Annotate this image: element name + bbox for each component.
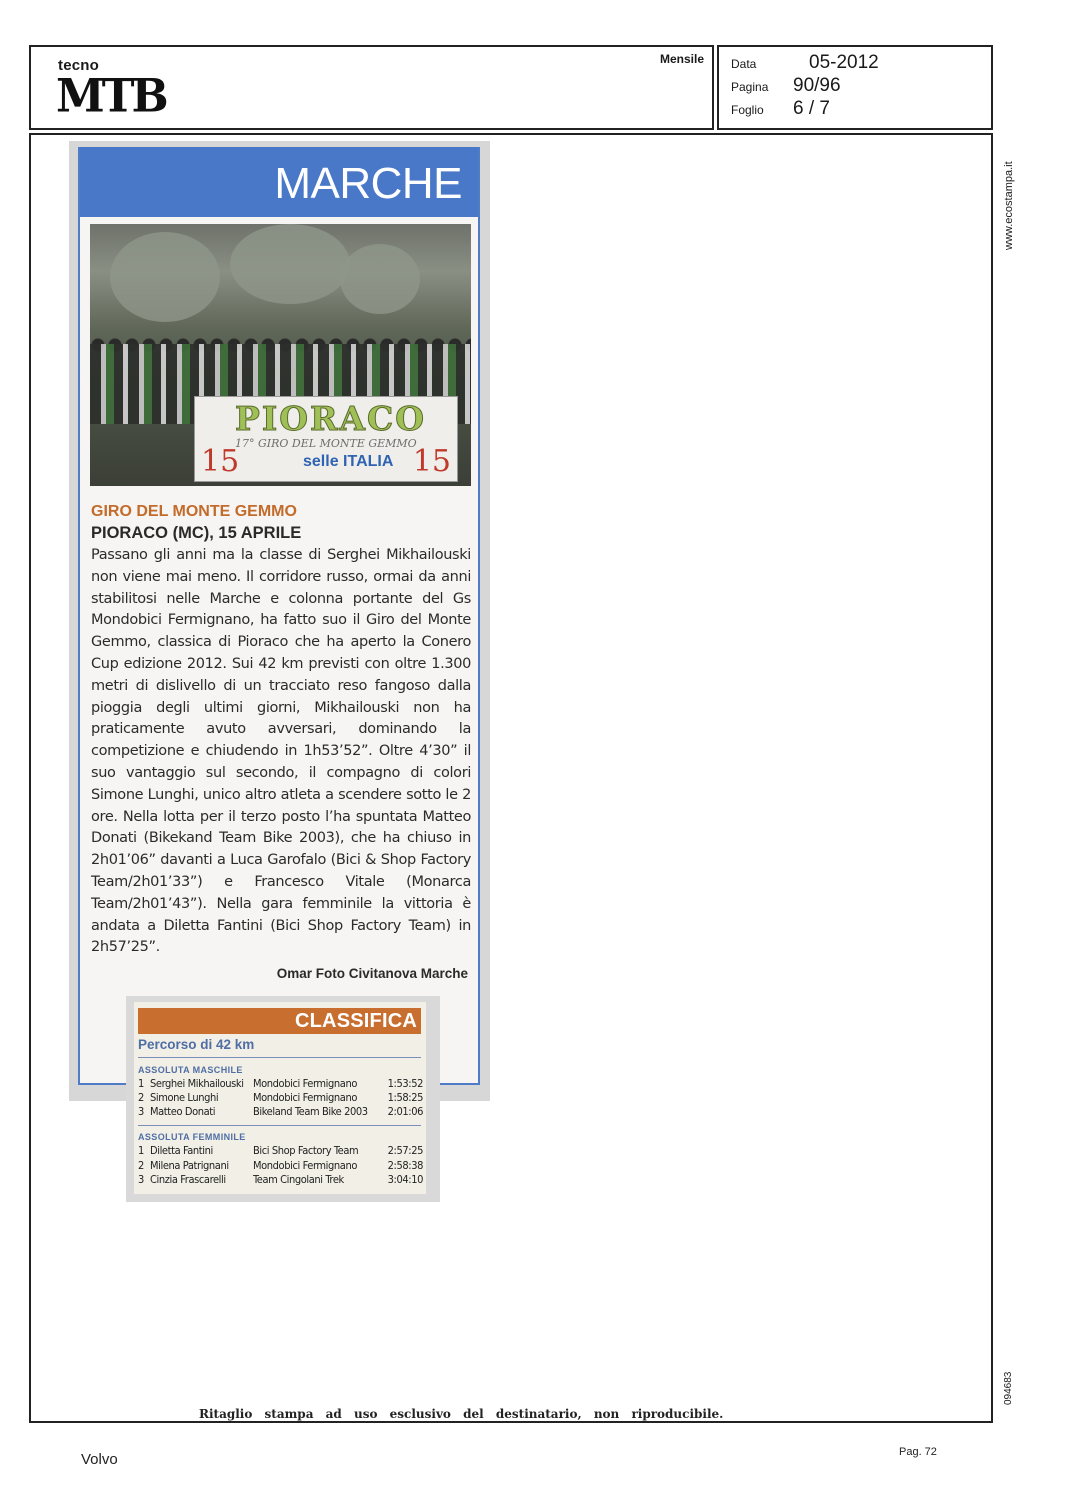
meta-value: 05-2012 — [809, 52, 879, 73]
banner-sub-text: 17° GIRO DEL MONTE GEMMO — [235, 437, 417, 450]
rank-team: Mondobici Fermignano — [253, 1159, 357, 1172]
rank-team: Bikeland Team Bike 2003 — [253, 1105, 368, 1118]
rank-position: 3 — [138, 1173, 144, 1186]
header-meta-box — [717, 45, 993, 130]
rank-athlete: Serghei Mikhailouski — [150, 1077, 244, 1090]
rank-athlete: Cinzia Frascarelli — [150, 1173, 226, 1186]
meta-key: Foglio — [731, 103, 764, 117]
banner-sponsor-logo: selle ITALIA — [303, 453, 394, 470]
photo-tree — [340, 244, 420, 314]
rank-athlete: Simone Lunghi — [150, 1091, 219, 1104]
disclaimer-text: Ritaglio stampa ad uso esclusivo del destinatario, non riproducibile. — [199, 1407, 724, 1421]
photo-tree — [110, 232, 220, 322]
classifica-title: CLASSIFICA — [295, 1010, 417, 1032]
rank-position: 2 — [138, 1091, 144, 1104]
photo-credit: Omar Foto Civitanova Marche — [276, 966, 468, 981]
rank-position: 2 — [138, 1159, 144, 1172]
table-row — [138, 1144, 423, 1158]
header-publication-box — [29, 45, 714, 130]
classifica-box — [134, 1002, 426, 1194]
rank-time: 1:58:25 — [387, 1091, 423, 1104]
classifica-section-label: ASSOLUTA MASCHILE — [138, 1065, 243, 1075]
race-banner — [194, 396, 458, 482]
table-row — [138, 1159, 423, 1173]
rank-time: 2:57:25 — [387, 1144, 423, 1157]
rank-team: Bici Shop Factory Team — [253, 1144, 359, 1157]
rank-time: 3:04:10 — [387, 1173, 423, 1186]
meta-row-foglio — [731, 98, 830, 120]
rank-team: Mondobici Fermignano — [253, 1091, 357, 1104]
photo-tree — [230, 224, 350, 304]
table-row — [138, 1077, 423, 1091]
article-kicker: GIRO DEL MONTE GEMMO — [91, 503, 297, 520]
meta-value: 90/96 — [793, 75, 841, 96]
footer-page-number: Pag. 72 — [899, 1446, 937, 1458]
meta-row-data — [731, 52, 879, 74]
side-url-text: www.ecostampa.it — [1003, 161, 1015, 250]
region-band — [80, 147, 478, 217]
periodicity-label: Mensile — [659, 52, 704, 66]
classifica-header — [138, 1008, 421, 1034]
meta-key: Data — [731, 57, 757, 71]
rank-time: 2:01:06 — [387, 1105, 423, 1118]
magazine-logo: MTB — [56, 69, 166, 124]
classifica-divider — [138, 1057, 421, 1058]
rank-athlete: Milena Patrignani — [150, 1159, 229, 1172]
region-title: MARCHE — [274, 159, 462, 208]
rank-time: 2:58:38 — [387, 1159, 423, 1172]
rank-team: Mondobici Fermignano — [253, 1077, 357, 1090]
table-row — [138, 1105, 423, 1119]
rank-athlete: Matteo Donati — [150, 1105, 216, 1118]
rank-team: Team Cingolani Trek — [253, 1173, 344, 1186]
classifica-section-label: ASSOLUTA FEMMINILE — [138, 1132, 246, 1142]
article-body: Passano gli anni ma la classe di Serghei Mikhailouski non viene mai meno. Il corridore russo, ormai da anni stabilitosi nelle Marche e colonna portante del Gs Mondobici Fermignano, ha fatto suo il Giro del Monte Gemmo, classica di Pioraco che ha aperto la Conero Cup edizione 2012. Sui 42 km previsti con oltre 1.300 metri di dislivello di un tracciato reso fangoso dalla pioggia degli ultimi giorni, Mikhailouski non ha praticamente avuto avversari, dominando la competizione e chiudendo in 1h53’52”. Oltre 4’30” il suo vantaggio sul secondo, il compagno di colori Simone Lunghi, unico altro atleta a scendere sotto le 2 ore. Nella lotta per il terzo posto l’ha spuntata Matteo Donati (Bikekand Team Bike 2003), che ha chiuso in 2h01’06” davanti a Luca Garofalo (Bici & Shop Factory Team/2h01’33”) e Francesco Vitale (Monarca Team/2h01’43”). Nella gara femminile la vittoria è andata a Diletta Fantini (Bici Shop Factory Team) in 2h57’25”. — [91, 547, 471, 956]
press-clipping — [78, 147, 480, 1085]
meta-value: 6 / 7 — [793, 98, 830, 119]
rank-position: 1 — [138, 1144, 144, 1157]
footer-client-name: Volvo — [81, 1451, 118, 1468]
meta-key: Pagina — [731, 80, 769, 94]
logo-small-text: tecno — [58, 57, 100, 74]
rank-time: 1:53:52 — [387, 1077, 423, 1090]
rank-position: 1 — [138, 1077, 144, 1090]
classifica-course: Percorso di 42 km — [138, 1037, 255, 1052]
rank-athlete: Diletta Fantini — [150, 1144, 213, 1157]
table-row — [138, 1091, 423, 1105]
side-code-text: 094683 — [1003, 1371, 1014, 1405]
table-row — [138, 1173, 423, 1187]
banner-number-left: 15 — [201, 444, 240, 479]
race-start-photo — [90, 224, 471, 486]
banner-main-text: PIORACO — [235, 399, 427, 438]
rank-position: 3 — [138, 1105, 144, 1118]
article-place-date: PIORACO (MC), 15 APRILE — [91, 524, 302, 542]
banner-number-right: 15 — [412, 444, 451, 479]
classifica-divider — [138, 1125, 421, 1126]
meta-row-pagina — [731, 75, 841, 97]
